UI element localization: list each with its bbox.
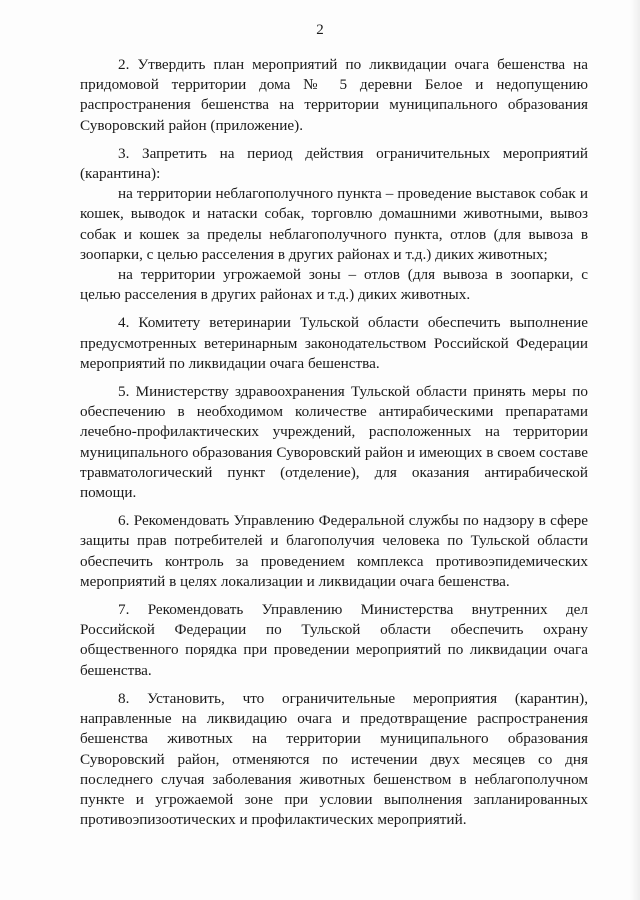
paragraph-item-2: 2. Утвердить план мероприятий по ликвидации очага бешенства на придомовой территории дома № 5 деревни Белое и недопущению распространения бешенства на территории муниципального образования Суворовский район (приложение). [80,56,588,134]
paragraph-item-3-subclause-2: на территории угрожаемой зоны – отлов (для вывоза в зоопарки, с целью расселения в других районах и т.д.) диких животных. [80,266,588,304]
paragraph-item-8: 8. Установить, что ограничительные мероприятия (карантин), направленные на ликвидацию очага и предотвращение распространения бешенства животных на территории муниципального образования Суворовский район, отменяются по истечении двух месяцев со дня последнего случая заболевания животных бешенством в неблагополучном пункте и угрожаемой зоне при условии выполнения запланированных противоэпизоотических и профилактических мероприятий. [80,689,588,829]
paragraph-item-7: 7. Рекомендовать Управлению Министерства внутренних дел Российской Федерации по Тульской области обеспечить охрану общественного порядка при проведении мероприятий по ликвидации очага бешенства. [80,601,588,679]
paragraph-item-3: 3. Запретить на период действия ограничительных мероприятий (карантина): [80,144,588,183]
page-edge-shadow [630,0,640,900]
paragraph-item-4: 4. Комитету ветеринарии Тульской области обеспечить выполнение предусмотренных ветеринарным законодательством Российской Федерации мероприятий по ликвидации очага бешенства. [80,314,588,372]
page-number: 2 [316,22,324,38]
document-body [80,55,588,838]
paragraph-item-3-subclause-1: на территории неблагополучного пункта – проведение выставок собак и кошек, выводок и натаски собак, торговлю домашними животными, вывоз собак и кошек за пределы неблагополучного пункта, отлов (для вывоза в зоопарки, с целью расселения в других районах и т.д.) диких животных; [80,185,588,263]
paragraph-item-5: 5. Министерству здравоохранения Тульской области принять меры по обеспечению в необходимом количестве антирабическими препаратами лечебно-профилактических учреждений, расположенных на территории муниципального образования Суворовский район и имеющих в своем составе травматологический пункт (отделение), для оказания антирабической помощи. [80,383,588,502]
paragraph-item-6: 6. Рекомендовать Управлению Федеральной службы по надзору в сфере защиты прав потребителей и благополучия человека по Тульской области обеспечить контроль за проведением комплекса противоэпидемических мероприятий в целях локализации и ликвидации очага бешенства. [80,512,588,590]
